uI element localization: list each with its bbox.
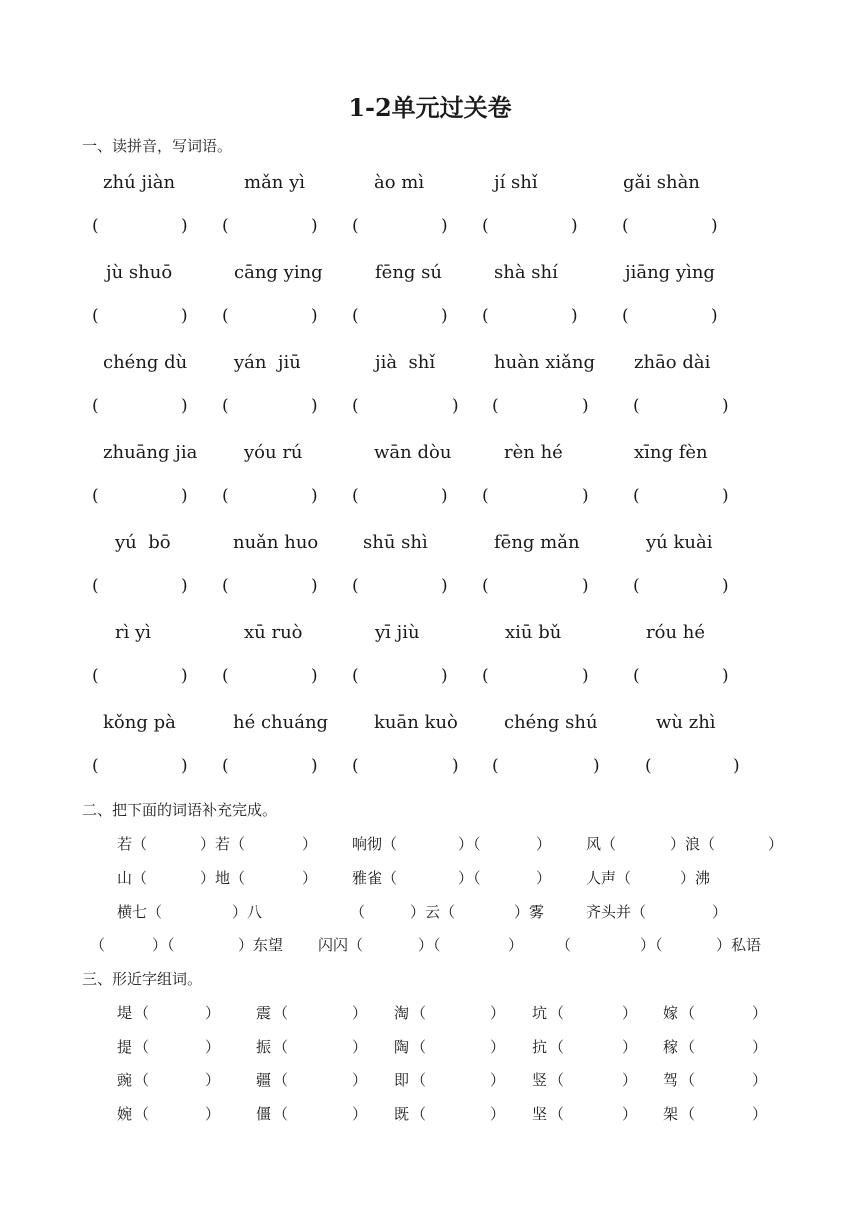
- similar-char: 振: [256, 1038, 272, 1056]
- answer-close-paren: ): [181, 756, 188, 776]
- similar-char: 坑: [532, 1004, 548, 1022]
- answer-open-paren: (: [645, 756, 652, 776]
- answer-open-paren: (: [633, 396, 640, 416]
- answer-close-paren: ): [593, 756, 600, 776]
- pinyin-label: cāng ying: [234, 262, 323, 283]
- idiom-fill-segment: ）（: [458, 869, 481, 887]
- answer-close-paren: ）: [205, 1038, 221, 1056]
- answer-close-paren: ): [441, 486, 448, 506]
- section1-heading: 一、读拼音，写词语。: [82, 137, 233, 155]
- pinyin-label: shà shí: [494, 262, 558, 283]
- answer-close-paren: ): [582, 666, 589, 686]
- answer-open-paren: (: [222, 486, 229, 506]
- answer-open-paren: (: [633, 486, 640, 506]
- answer-open-paren: (: [222, 396, 229, 416]
- idiom-fill-segment: 横七（: [117, 903, 163, 921]
- pinyin-label: hé chuáng: [233, 712, 329, 733]
- pinyin-label: yú kuài: [646, 532, 713, 553]
- answer-close-paren: ）: [752, 1071, 768, 1089]
- answer-open-paren: (: [92, 576, 99, 596]
- answer-open-paren: (: [92, 666, 99, 686]
- similar-char: 既: [394, 1105, 410, 1123]
- answer-open-paren: （: [680, 1004, 696, 1022]
- answer-close-paren: ): [311, 576, 318, 596]
- answer-close-paren: ）: [205, 1105, 221, 1123]
- answer-close-paren: ）: [490, 1004, 506, 1022]
- idiom-fill-segment: （: [556, 936, 572, 954]
- answer-open-paren: (: [222, 666, 229, 686]
- answer-close-paren: ): [582, 576, 589, 596]
- answer-open-paren: (: [492, 756, 499, 776]
- pinyin-label: fēng sú: [375, 262, 442, 283]
- similar-char: 竖: [532, 1071, 548, 1089]
- answer-close-paren: ): [722, 576, 729, 596]
- answer-open-paren: (: [352, 486, 359, 506]
- answer-open-paren: （: [411, 1004, 427, 1022]
- answer-close-paren: ）: [622, 1071, 638, 1089]
- answer-close-paren: ): [722, 666, 729, 686]
- pinyin-label: jiāng yìng: [625, 262, 715, 283]
- idiom-fill-segment: ）: [536, 835, 552, 853]
- pinyin-label: jí shǐ: [494, 172, 538, 193]
- answer-open-paren: (: [92, 306, 99, 326]
- answer-close-paren: ): [722, 396, 729, 416]
- answer-open-paren: （: [549, 1004, 565, 1022]
- idiom-fill-segment: ）浪（: [670, 835, 716, 853]
- pinyin-label: huàn xiǎng: [494, 352, 595, 373]
- answer-close-paren: ）: [352, 1004, 368, 1022]
- answer-close-paren: ): [181, 306, 188, 326]
- answer-close-paren: ）: [622, 1004, 638, 1022]
- answer-close-paren: ): [571, 216, 578, 236]
- answer-close-paren: ): [311, 666, 318, 686]
- answer-open-paren: (: [92, 486, 99, 506]
- idiom-fill-segment: ）（: [640, 936, 663, 954]
- pinyin-label: fēng mǎn: [494, 532, 580, 553]
- answer-open-paren: （: [411, 1105, 427, 1123]
- answer-open-paren: （: [134, 1071, 150, 1089]
- answer-close-paren: ）: [490, 1038, 506, 1056]
- idiom-fill-segment: ）云（: [410, 903, 456, 921]
- idiom-fill-segment: ）地（: [200, 869, 246, 887]
- answer-open-paren: （: [273, 1004, 289, 1022]
- answer-open-paren: (: [352, 216, 359, 236]
- section2-heading: 二、把下面的词语补充完成。: [82, 801, 278, 819]
- pinyin-label: xiū bǔ: [505, 622, 562, 643]
- answer-close-paren: ）: [205, 1071, 221, 1089]
- answer-open-paren: (: [482, 666, 489, 686]
- answer-close-paren: ）: [752, 1004, 768, 1022]
- answer-close-paren: ): [311, 756, 318, 776]
- similar-char: 提: [117, 1038, 133, 1056]
- answer-close-paren: ）: [752, 1038, 768, 1056]
- idiom-fill-segment: ）（: [458, 835, 481, 853]
- similar-char: 驾: [663, 1071, 679, 1089]
- answer-open-paren: (: [222, 756, 229, 776]
- similar-char: 坚: [532, 1105, 548, 1123]
- pinyin-label: yóu rú: [244, 442, 303, 463]
- answer-close-paren: ）: [205, 1004, 221, 1022]
- similar-char: 疆: [256, 1071, 272, 1089]
- answer-close-paren: ): [181, 396, 188, 416]
- answer-open-paren: (: [352, 576, 359, 596]
- answer-close-paren: ): [181, 486, 188, 506]
- answer-close-paren: ): [311, 396, 318, 416]
- answer-close-paren: ）: [352, 1038, 368, 1056]
- answer-close-paren: ): [181, 576, 188, 596]
- answer-open-paren: (: [92, 756, 99, 776]
- answer-close-paren: ): [181, 216, 188, 236]
- pinyin-label: mǎn yì: [244, 172, 306, 193]
- idiom-fill-segment: ）沸: [680, 869, 711, 887]
- idiom-fill-segment: 闪闪（: [318, 936, 364, 954]
- answer-open-paren: （: [680, 1105, 696, 1123]
- pinyin-label: ào mì: [374, 172, 425, 193]
- similar-char: 即: [394, 1071, 410, 1089]
- answer-open-paren: （: [549, 1071, 565, 1089]
- similar-char: 僵: [256, 1105, 272, 1123]
- idiom-fill-segment: ）: [712, 903, 728, 921]
- answer-close-paren: ): [711, 306, 718, 326]
- answer-close-paren: ): [452, 396, 459, 416]
- answer-open-paren: (: [92, 216, 99, 236]
- answer-close-paren: ): [571, 306, 578, 326]
- answer-close-paren: ): [722, 486, 729, 506]
- answer-close-paren: ): [311, 486, 318, 506]
- pinyin-label: rèn hé: [504, 442, 563, 463]
- answer-close-paren: ): [582, 486, 589, 506]
- similar-char: 架: [663, 1105, 679, 1123]
- pinyin-label: kuān kuò: [374, 712, 458, 733]
- answer-open-paren: （: [134, 1105, 150, 1123]
- answer-open-paren: (: [222, 216, 229, 236]
- answer-open-paren: （: [680, 1071, 696, 1089]
- answer-close-paren: ）: [352, 1105, 368, 1123]
- answer-close-paren: ）: [622, 1038, 638, 1056]
- answer-open-paren: (: [352, 756, 359, 776]
- idiom-fill-segment: ）若（: [200, 835, 246, 853]
- answer-close-paren: ）: [490, 1105, 506, 1123]
- answer-close-paren: ）: [352, 1071, 368, 1089]
- answer-close-paren: ): [452, 756, 459, 776]
- pinyin-label: wān dòu: [374, 442, 452, 463]
- answer-open-paren: (: [482, 486, 489, 506]
- similar-char: 婉: [117, 1105, 133, 1123]
- answer-open-paren: (: [633, 666, 640, 686]
- answer-close-paren: ): [711, 216, 718, 236]
- answer-open-paren: (: [482, 306, 489, 326]
- idiom-fill-segment: 雅雀（: [352, 869, 398, 887]
- pinyin-label: xū ruò: [244, 622, 303, 643]
- similar-char: 淘: [394, 1004, 410, 1022]
- answer-close-paren: ): [441, 216, 448, 236]
- pinyin-label: jù shuō: [106, 262, 173, 283]
- pinyin-label: zhú jiàn: [103, 172, 176, 193]
- pinyin-label: róu hé: [646, 622, 706, 643]
- idiom-fill-segment: 人声（: [586, 869, 632, 887]
- pinyin-label: yú bō: [115, 532, 171, 553]
- idiom-fill-segment: 风（: [586, 835, 617, 853]
- idiom-fill-segment: ）: [768, 835, 784, 853]
- answer-open-paren: （: [273, 1071, 289, 1089]
- pinyin-label: yī jiù: [375, 622, 420, 643]
- similar-char: 陶: [394, 1038, 410, 1056]
- pinyin-label: rì yì: [115, 622, 152, 643]
- answer-close-paren: ): [582, 396, 589, 416]
- answer-open-paren: （: [273, 1105, 289, 1123]
- answer-close-paren: ): [181, 666, 188, 686]
- idiom-fill-segment: 响彻（: [352, 835, 398, 853]
- answer-open-paren: (: [352, 666, 359, 686]
- similar-char: 稼: [663, 1038, 679, 1056]
- answer-close-paren: ): [441, 306, 448, 326]
- answer-open-paren: （: [411, 1071, 427, 1089]
- answer-close-paren: ): [311, 306, 318, 326]
- pinyin-label: zhuāng jia: [103, 442, 198, 463]
- similar-char: 堤: [117, 1004, 133, 1022]
- answer-open-paren: (: [352, 396, 359, 416]
- pinyin-label: xīng fèn: [634, 442, 708, 463]
- answer-open-paren: （: [549, 1105, 565, 1123]
- pinyin-label: chéng dù: [103, 352, 188, 373]
- page-title: 1-2单元过关卷: [348, 93, 512, 122]
- pinyin-label: gǎi shàn: [623, 172, 700, 193]
- answer-open-paren: (: [352, 306, 359, 326]
- similar-char: 抗: [532, 1038, 548, 1056]
- idiom-fill-segment: ）（: [152, 936, 175, 954]
- answer-close-paren: ): [441, 576, 448, 596]
- idiom-fill-segment: ）雾: [514, 903, 545, 921]
- answer-open-paren: （: [134, 1004, 150, 1022]
- pinyin-label: wù zhì: [656, 712, 716, 733]
- pinyin-label: shū shì: [363, 532, 428, 553]
- idiom-fill-segment: ）私语: [716, 936, 762, 954]
- pinyin-label: jià shǐ: [375, 352, 436, 373]
- answer-close-paren: ）: [752, 1105, 768, 1123]
- answer-open-paren: (: [633, 576, 640, 596]
- answer-close-paren: ): [733, 756, 740, 776]
- idiom-fill-segment: ）: [508, 936, 524, 954]
- pinyin-label: kǒng pà: [103, 712, 176, 733]
- answer-open-paren: (: [482, 576, 489, 596]
- idiom-fill-segment: 齐头并（: [586, 903, 647, 921]
- answer-open-paren: （: [273, 1038, 289, 1056]
- idiom-fill-segment: ）八: [232, 903, 263, 921]
- answer-open-paren: (: [622, 216, 629, 236]
- idiom-fill-segment: ）: [302, 835, 318, 853]
- idiom-fill-segment: 若（: [117, 835, 148, 853]
- answer-close-paren: ）: [490, 1071, 506, 1089]
- answer-open-paren: (: [622, 306, 629, 326]
- similar-char: 嫁: [663, 1004, 679, 1022]
- pinyin-label: zhāo dài: [634, 352, 711, 373]
- section3-heading: 三、形近字组词。: [82, 970, 203, 988]
- similar-char: 豌: [117, 1071, 133, 1089]
- answer-open-paren: （: [411, 1038, 427, 1056]
- idiom-fill-segment: （: [350, 903, 366, 921]
- pinyin-label: nuǎn huo: [233, 532, 319, 553]
- idiom-fill-segment: ）（: [418, 936, 441, 954]
- answer-open-paren: (: [92, 396, 99, 416]
- answer-open-paren: （: [549, 1038, 565, 1056]
- idiom-fill-segment: ）: [302, 869, 318, 887]
- answer-open-paren: (: [222, 306, 229, 326]
- answer-close-paren: ): [311, 216, 318, 236]
- answer-open-paren: (: [482, 216, 489, 236]
- answer-close-paren: ）: [622, 1105, 638, 1123]
- idiom-fill-segment: ）: [536, 869, 552, 887]
- answer-open-paren: （: [134, 1038, 150, 1056]
- answer-close-paren: ): [441, 666, 448, 686]
- idiom-fill-segment: 山（: [117, 869, 148, 887]
- pinyin-label: chéng shú: [504, 712, 598, 733]
- answer-open-paren: (: [492, 396, 499, 416]
- pinyin-label: yán jiū: [234, 352, 301, 373]
- similar-char: 震: [256, 1004, 272, 1022]
- idiom-fill-segment: （: [90, 936, 106, 954]
- answer-open-paren: （: [680, 1038, 696, 1056]
- idiom-fill-segment: ）东望: [238, 936, 284, 954]
- answer-open-paren: (: [222, 576, 229, 596]
